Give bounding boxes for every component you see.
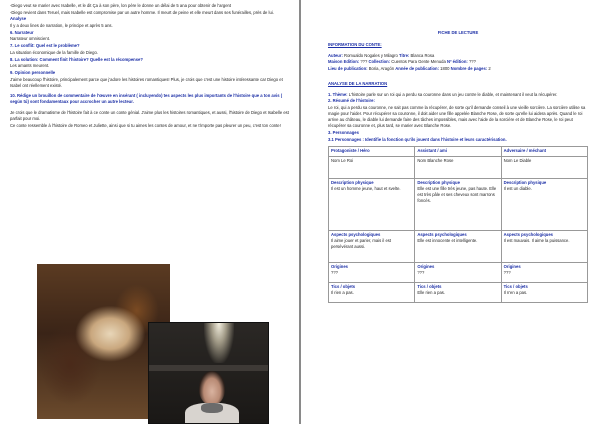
- tics-value: Elle rien a pas.: [417, 290, 446, 296]
- orig-label: Origines: [417, 264, 435, 270]
- table-cell: [415, 230, 501, 262]
- table-cell: [329, 178, 415, 230]
- tics-value: Il rien a pas.: [331, 290, 354, 296]
- table-row: [329, 282, 588, 302]
- maison-label: Maison Edition:: [328, 59, 360, 65]
- table-cell: Nom Le Roi: [329, 156, 415, 178]
- psy-label: Aspects psychologiques: [503, 232, 553, 238]
- desc-label: Description physique: [503, 180, 547, 186]
- table-cell: [329, 262, 415, 282]
- analyse-heading: Analyse: [10, 16, 27, 22]
- collection-label: Collection:: [368, 59, 391, 65]
- analyse-narration-heading: ANALYSE DE LA NARRATION: [328, 80, 388, 86]
- title-label: Titre:: [398, 52, 410, 58]
- story-line-2: -Diego revient dans Teruel, mais Isabelle est compromise par un autre homme. Il meurt de peine et elle meurt dans ses funérailles, près de lui.: [10, 9, 274, 15]
- conflict-heading: 7. Le conflit: Quel est le problème?: [10, 43, 80, 49]
- table-cell: [501, 262, 587, 282]
- orig-value: ???: [503, 270, 511, 276]
- resume-heading: 2. Résumé de l'histoire:: [328, 98, 375, 104]
- publication-line: [328, 66, 588, 72]
- table-row: [329, 178, 588, 230]
- collection-value: Cuentos Para Gente Menuda: [390, 59, 447, 65]
- tics-value: Il n'en a pas.: [503, 290, 528, 296]
- table-row: [329, 230, 588, 262]
- psy-value: Il aime jouer et parier, mais il est persévérant aussi.: [331, 238, 392, 250]
- psy-value: Elle est innocente et intelligente.: [417, 238, 478, 244]
- solution-heading: 8. La solution: Comment finit l'histoire? Quelle est la récompense?: [10, 56, 143, 62]
- story-line-1: -Diego veut se marier avec Isabelle, et le dit Ça à son père, lon père le donne un délai de 5 ana pour obtenir de l'argent: [10, 3, 232, 8]
- table-cell: [415, 178, 501, 230]
- theme-text: L'histoire parle sur un roi qui a perdu sa couronne dans un jeu contre le diable, et maintenant il veut la récupérer.: [347, 91, 558, 97]
- table-cell: [501, 282, 587, 302]
- edition-num-value: ???: [467, 59, 476, 65]
- doc-title: FICHE DE LECTURE: [437, 30, 479, 35]
- table-header-cell: Assistant / ami: [415, 146, 501, 156]
- theme-paragraph: [328, 92, 588, 98]
- conflict-text: La situation économique de la famille de Diego.: [10, 49, 98, 55]
- author-label: Auteur:: [328, 52, 343, 58]
- annee-value: 1800: [439, 66, 451, 72]
- table-cell: Nom Le Diable: [501, 156, 587, 178]
- desc-value: Il est un homme jeune, haut et svelte.: [331, 186, 401, 192]
- orig-value: ???: [331, 270, 338, 276]
- author-value: Romualdo Nogales y Milagro: [342, 52, 399, 58]
- author-line: [328, 53, 588, 59]
- lieu-label: Lieu de publication:: [328, 66, 368, 72]
- draft-text-1: Je crois que le dramatisme de l'histoire fait à ce conte un conte génial. J'aime plus les histoires romantiques, et aussi, l'histoire de Diego et Isabelle est parfait pour moi.: [10, 110, 289, 122]
- lieu-value: Boria, Aragón: [367, 66, 396, 72]
- psy-label: Aspects psychologiques: [417, 232, 467, 238]
- opinion-heading: 9. Opinion personnelle: [10, 69, 56, 75]
- table-cell: [415, 262, 501, 282]
- desc-label: Description physique: [417, 180, 460, 186]
- narrateur-text: Narrateur omniscient.: [10, 36, 51, 42]
- table-cell: [329, 230, 415, 262]
- psy-label: Aspects psychologiques: [331, 232, 381, 238]
- opinion-text: J'aime beaucoup l'histoire, principalement parce que j'adore les histoires romantiques! Plus, je crois que c'est une histoire intéressante car Diego et Isabel ont réellement existé.: [10, 76, 283, 88]
- table-header-cell: Adversaire / méchant: [501, 146, 587, 156]
- table-cell: Nom Blanche Rose: [415, 156, 501, 178]
- narrateur-heading: 6. Narrateur: [10, 29, 34, 35]
- tics-label: Tics / objets: [331, 284, 356, 290]
- persos-heading: 3. Personnages: [328, 129, 359, 135]
- desc-value: Il est un diable.: [503, 186, 532, 192]
- left-page: [0, 0, 299, 424]
- characters-table: [328, 146, 588, 303]
- webcam-photo: [148, 322, 269, 424]
- table-row: [329, 156, 588, 178]
- psy-value: Il est mauvais. Il aime la puissance.: [503, 238, 570, 244]
- tics-label: Tics / objets: [503, 284, 528, 290]
- edition-line: [328, 59, 588, 65]
- table-cell: [415, 282, 501, 302]
- orig-label: Origines: [503, 264, 521, 270]
- info-heading: INFORMATION DU CONTE:: [328, 42, 382, 48]
- analyse-text: Il y a deux lines de narration, le principe et après 5 ans.: [10, 23, 113, 29]
- pages-value: 2: [487, 66, 491, 72]
- table-row: [329, 146, 588, 156]
- desc-label: Description physique: [331, 180, 374, 186]
- title-value: Blanca Rosa: [409, 52, 435, 58]
- table-cell: [501, 178, 587, 230]
- orig-label: Origines: [331, 264, 348, 270]
- right-page: [301, 0, 600, 424]
- persos-subheading: 3.1 Personnages : Identifie la fonction qu'ils jouent dans l'histoire et leurs caractérisation.: [328, 136, 507, 142]
- table-header-cell: Protagoniste / Héro: [329, 146, 415, 156]
- resume-text: Le roi, qui a perdu sa couronne, ne sait pas comme la récupérer, de sorte qu'il demande conseil à une vieille sorcière. La sorcière utilise sa magie pour l'aider. Pour récupérer sa couronne, il doit aider une fille appelée Blanche Rose, de sorte qu'elle lui aidera après. Quand le roi arrive au château, le diable lui demande faire des tâches impossibles, mais avec l'aide de la sorcière et de Blanche Rose, le roi peut récupérer sa couronne et, plus tard, se marier avec Blanche Rose.: [328, 104, 586, 129]
- tics-label: Tics / objets: [417, 284, 442, 290]
- draft-text-2: Ce conte ressemble à l'histoire de Romeo et Juliette, ainsi que si tu aimes les contes de amour, et ne t'importe pas pleurer un peu, c'est ton conte!: [10, 122, 281, 128]
- theme-label: 1. Thème:: [328, 91, 348, 97]
- maison-value: ???: [359, 59, 369, 65]
- table-cell: [329, 282, 415, 302]
- annee-label: Année de publication:: [395, 66, 440, 72]
- draft-heading: 10. Rédige un brouillon de commentaire de l'œuvre en insérant ( incluyendo) tes aspects les plus importants de l'histoire que a ton avis ( según tú) sont fondamentaux pour accrocher un autre lecteur.: [10, 93, 283, 105]
- edition-num-label: Nº édition:: [446, 59, 468, 65]
- desc-value: Elle est une fille très jeune, pas haute. Elle est très pâle et ses cheveux sont marrons foncés.: [417, 186, 497, 204]
- orig-value: ???: [417, 270, 425, 276]
- table-row: [329, 262, 588, 282]
- pages-label: Nombre de pages:: [450, 66, 488, 72]
- solution-text: Les amants meurent.: [10, 63, 50, 69]
- table-cell: [501, 230, 587, 262]
